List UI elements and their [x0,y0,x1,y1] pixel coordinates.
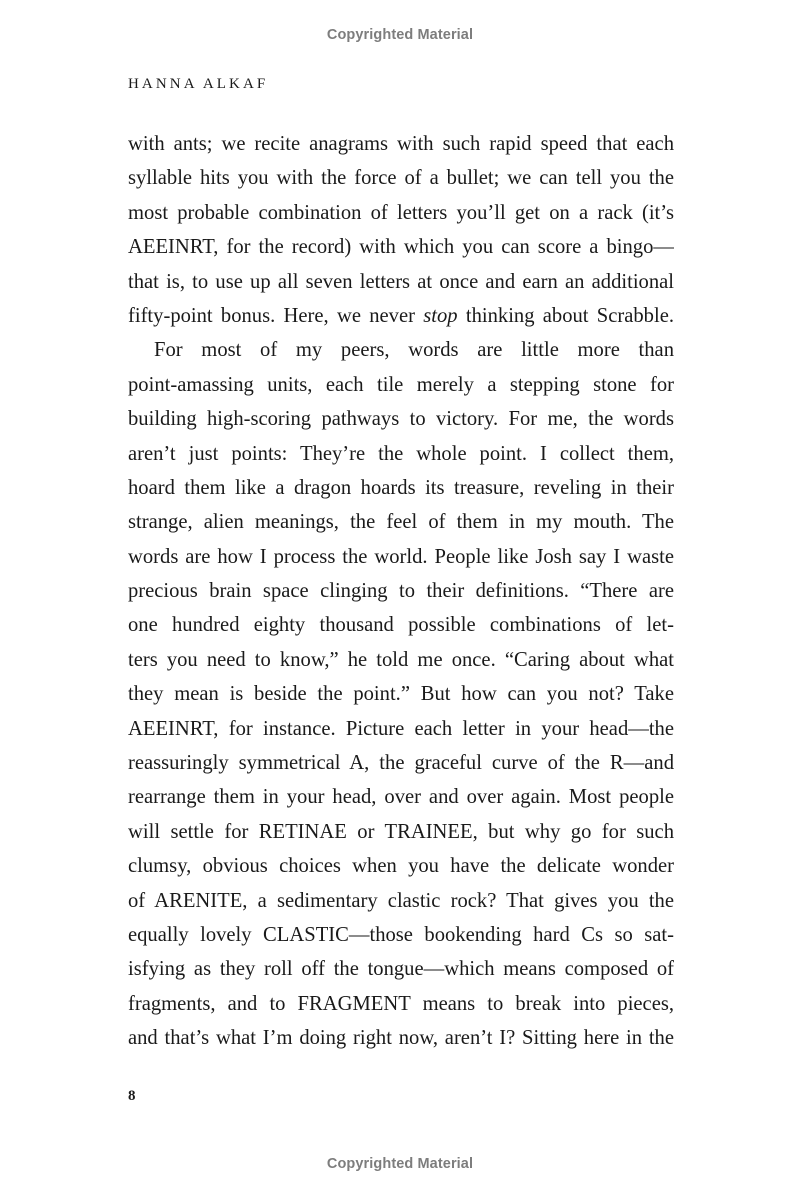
text-run: fifty-point bonus. Here, we never [128,304,424,327]
text-line: fragments, and to FRAGMENT means to break into pieces, [128,992,674,1015]
text-line: syllable hits you with the force of a bullet; we can tell you the [128,167,674,190]
text-line: they mean is beside the point.” But how can you not? Take [128,683,674,706]
text-line: equally lovely CLASTIC—those bookending hard Cs so sat- [128,923,674,946]
text-line: building high-scoring pathways to victory. For me, the words [128,408,674,431]
text-line: AEEINRT, for instance. Picture each letter in your head—the [128,717,674,740]
text-line: most probable combination of letters you’ll get on a rack (it’s [128,201,674,224]
text-line: strange, alien meanings, the feel of them in my mouth. The [128,511,674,534]
text-line: will settle for RETINAE or TRAINEE, but why go for such [128,820,674,843]
running-head-author: HANNA ALKAF [128,76,269,92]
copyright-watermark-top: Copyrighted Material [326,27,474,43]
page-number: 8 [128,1088,136,1104]
text-line: AEEINRT, for the record) with which you can score a bingo— [128,236,674,259]
emphasis-text: stop [423,304,458,327]
text-line: and that’s what I’m doing right now, aren’t I? Sitting here in the [128,1027,674,1050]
text-line: reassuringly symmetrical A, the graceful curve of the R—and [128,752,674,775]
text-line: with ants; we recite anagrams with such rapid speed that each [128,133,674,155]
text-line: clumsy, obvious choices when you have the delicate wonder [128,855,674,878]
text-line: one hundred eighty thousand possible combinations of let- [128,614,674,637]
text-line: aren’t just points: They’re the whole point. I collect them, [128,442,674,465]
text-line: words are how I process the world. People like Josh say I waste [128,545,674,568]
text-line: isfying as they roll off the tongue—which means composed of [128,958,674,981]
paragraph-first-line: For most of my peers, words are little more than [154,339,674,362]
copyright-watermark-bottom: Copyrighted Material [326,1156,474,1172]
text-line-last [128,299,674,333]
body-text [128,127,674,1056]
text-line: of ARENITE, a sedimentary clastic rock? That gives you the [128,889,674,912]
text-line: hoard them like a dragon hoards its treasure, reveling in their [128,476,674,499]
text-line: precious brain space clinging to their definitions. “There are [128,580,674,603]
text-run: thinking about Scrabble. [457,304,674,327]
text-line: point-amassing units, each tile merely a stepping stone for [128,373,674,396]
text-line: ters you need to know,” he told me once. “Caring about what [128,648,674,671]
text-line: rearrange them in your head, over and over again. Most people [128,786,674,809]
text-line: that is, to use up all seven letters at once and earn an additional [128,270,674,293]
